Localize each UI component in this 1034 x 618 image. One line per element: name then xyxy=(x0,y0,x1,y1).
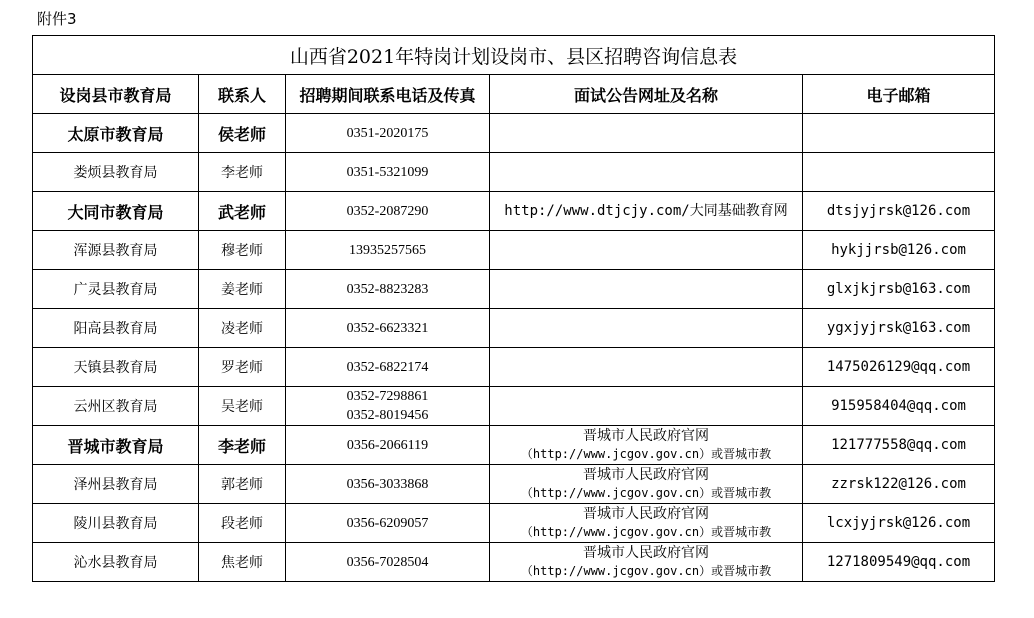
phone-number: 13935257565 xyxy=(349,242,426,258)
contact-cell: 段老师 xyxy=(199,504,286,543)
email-cell xyxy=(803,153,995,192)
url-cell xyxy=(490,465,803,504)
announcement-link[interactable]: （http://www.jcgov.gov.cn）或晋城市教 xyxy=(520,447,772,461)
table-header-row xyxy=(33,75,995,114)
url-cell xyxy=(490,348,803,387)
email-cell: zzrsk122@126.com xyxy=(803,465,995,504)
bureau-cell: 大同市教育局 xyxy=(33,192,199,231)
url-cell xyxy=(490,270,803,309)
url-cell xyxy=(490,309,803,348)
contact-cell: 凌老师 xyxy=(199,309,286,348)
phone-cell xyxy=(286,231,490,270)
announcement-link[interactable]: 晋城市人民政府官网 xyxy=(583,467,709,483)
phone-cell xyxy=(286,309,490,348)
phone-number: 0356-6209057 xyxy=(346,515,429,531)
contact-cell: 罗老师 xyxy=(199,348,286,387)
contact-cell: 侯老师 xyxy=(199,114,286,153)
phone-number: 0352-6822174 xyxy=(346,359,429,375)
url-cell xyxy=(490,192,803,231)
recruitment-info-table xyxy=(32,35,995,582)
announcement-link[interactable]: （http://www.jcgov.gov.cn）或晋城市教 xyxy=(520,486,772,500)
phone-number: 0351-5321099 xyxy=(346,164,429,180)
phone-cell xyxy=(286,192,490,231)
url-cell xyxy=(490,231,803,270)
announcement-link[interactable]: 晋城市人民政府官网 xyxy=(583,428,709,444)
table-title-row xyxy=(33,36,995,75)
email-cell: lcxjyjrsk@126.com xyxy=(803,504,995,543)
phone-number: 0356-3033868 xyxy=(346,476,429,492)
email-cell: hykjjrsb@126.com xyxy=(803,231,995,270)
header-url: 面试公告网址及名称 xyxy=(490,75,803,114)
bureau-cell: 娄烦县教育局 xyxy=(33,153,199,192)
contact-cell: 焦老师 xyxy=(199,543,286,582)
phone-number: 0352-6623321 xyxy=(346,320,429,336)
contact-cell: 李老师 xyxy=(199,426,286,465)
bureau-cell: 晋城市教育局 xyxy=(33,426,199,465)
phone-number: 0356-7028504 xyxy=(346,554,429,570)
url-cell xyxy=(490,114,803,153)
email-cell: 1475026129@qq.com xyxy=(803,348,995,387)
phone-cell xyxy=(286,270,490,309)
phone-cell xyxy=(286,504,490,543)
phone-cell xyxy=(286,114,490,153)
announcement-link[interactable]: （http://www.jcgov.gov.cn）或晋城市教 xyxy=(520,525,772,539)
phone-number: 0352-8019456 xyxy=(346,408,429,423)
bureau-cell: 太原市教育局 xyxy=(33,114,199,153)
contact-cell: 姜老师 xyxy=(199,270,286,309)
phone-number: 0352-8823283 xyxy=(346,281,429,297)
announcement-link[interactable]: 晋城市人民政府官网 xyxy=(583,545,709,561)
phone-cell xyxy=(286,348,490,387)
email-cell: glxjkjrsb@163.com xyxy=(803,270,995,309)
bureau-cell: 云州区教育局 xyxy=(33,387,199,426)
phone-cell xyxy=(286,465,490,504)
table-row xyxy=(33,387,995,426)
attachment-label: 附件3 xyxy=(37,10,77,28)
email-cell xyxy=(803,114,995,153)
phone-number: 0351-2020175 xyxy=(346,125,429,141)
bureau-cell: 广灵县教育局 xyxy=(33,270,199,309)
table-title: 山西省2021年特岗计划设岗市、县区招聘咨询信息表 xyxy=(33,36,995,75)
phone-cell xyxy=(286,543,490,582)
header-phone: 招聘期间联系电话及传真 xyxy=(286,75,490,114)
contact-cell: 李老师 xyxy=(199,153,286,192)
email-cell: 1271809549@qq.com xyxy=(803,543,995,582)
table-row xyxy=(33,270,995,309)
table-row xyxy=(33,504,995,543)
table-row xyxy=(33,465,995,504)
phone-number: 0352-2087290 xyxy=(346,203,429,219)
table-row xyxy=(33,348,995,387)
contact-cell: 郭老师 xyxy=(199,465,286,504)
announcement-link[interactable]: 晋城市人民政府官网 xyxy=(583,506,709,522)
table-row xyxy=(33,231,995,270)
email-cell: dtsjyjrsk@126.com xyxy=(803,192,995,231)
table-row xyxy=(33,153,995,192)
contact-cell: 武老师 xyxy=(199,192,286,231)
phone-number: 0352-7298861 xyxy=(346,389,429,404)
contact-cell: 吴老师 xyxy=(199,387,286,426)
header-contact: 联系人 xyxy=(199,75,286,114)
header-bureau: 设岗县市教育局 xyxy=(33,75,199,114)
url-cell xyxy=(490,387,803,426)
table-row xyxy=(33,426,995,465)
email-cell: 915958404@qq.com xyxy=(803,387,995,426)
email-cell: ygxjyjrsk@163.com xyxy=(803,309,995,348)
phone-cell xyxy=(286,153,490,192)
announcement-link[interactable]: http://www.dtjcjy.com/大同基础教育网 xyxy=(504,203,788,219)
announcement-link[interactable]: （http://www.jcgov.gov.cn）或晋城市教 xyxy=(520,564,772,578)
bureau-cell: 泽州县教育局 xyxy=(33,465,199,504)
bureau-cell: 阳高县教育局 xyxy=(33,309,199,348)
email-cell: 121777558@qq.com xyxy=(803,426,995,465)
phone-cell xyxy=(286,387,490,426)
table-row xyxy=(33,192,995,231)
contact-cell: 穆老师 xyxy=(199,231,286,270)
bureau-cell: 浑源县教育局 xyxy=(33,231,199,270)
url-cell xyxy=(490,504,803,543)
phone-cell xyxy=(286,426,490,465)
url-cell xyxy=(490,153,803,192)
table-row xyxy=(33,114,995,153)
url-cell xyxy=(490,426,803,465)
bureau-cell: 沁水县教育局 xyxy=(33,543,199,582)
header-email: 电子邮箱 xyxy=(803,75,995,114)
url-cell xyxy=(490,543,803,582)
phone-number: 0356-2066119 xyxy=(346,437,429,453)
table-row xyxy=(33,309,995,348)
table-row xyxy=(33,543,995,582)
bureau-cell: 陵川县教育局 xyxy=(33,504,199,543)
bureau-cell: 天镇县教育局 xyxy=(33,348,199,387)
